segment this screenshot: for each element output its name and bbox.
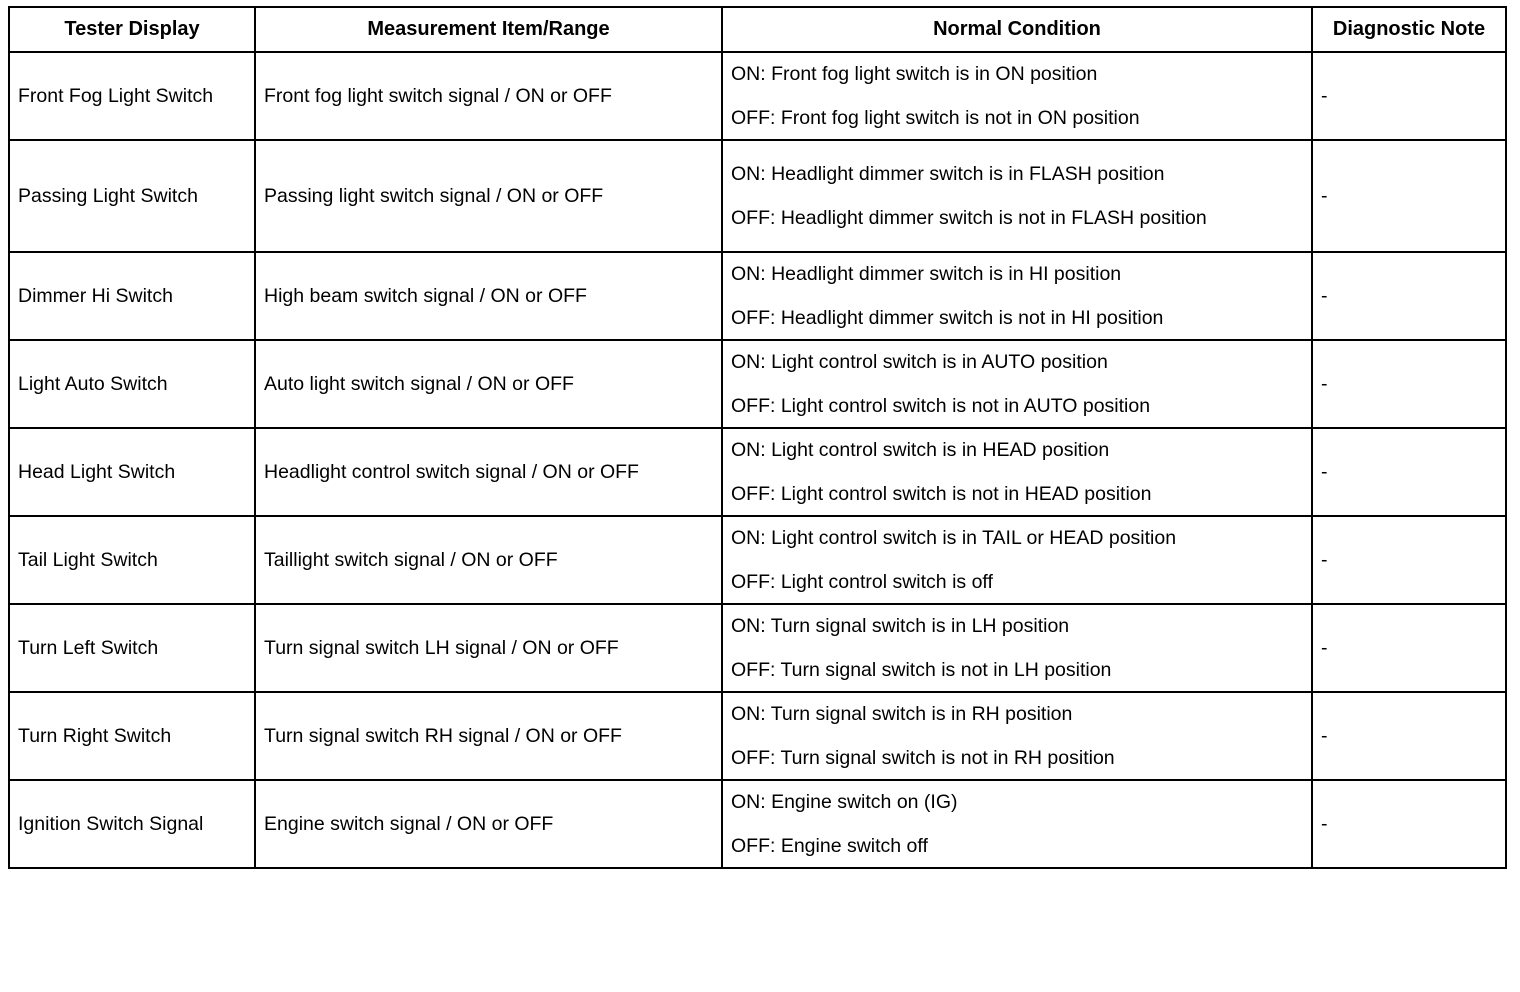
condition-on: ON: Turn signal switch is in LH position [731,614,1070,637]
condition-on: ON: Light control switch is in TAIL or HEAD position [731,526,1177,549]
table-row [9,780,1506,868]
cell-normal-condition [722,604,1312,692]
cell-tester-display: Head Light Switch [9,428,255,516]
table-row [9,252,1506,340]
cell-diagnostic-note: - [1312,252,1506,340]
cell-normal-condition [722,692,1312,780]
condition-off: OFF: Light control switch is not in HEAD position [731,483,1152,505]
cell-normal-condition [722,340,1312,428]
table-row [9,340,1506,428]
cell-measurement-item: High beam switch signal / ON or OFF [255,252,722,340]
cell-tester-display: Front Fog Light Switch [9,52,255,140]
condition-off: OFF: Headlight dimmer switch is not in FLASH position [731,207,1207,229]
cell-normal-condition [722,428,1312,516]
tester-display-table [8,6,1507,869]
column-header-measurement-item-range: Measurement Item/Range [255,7,722,52]
table-header [9,7,1506,52]
cell-measurement-item: Auto light switch signal / ON or OFF [255,340,722,428]
cell-measurement-item: Engine switch signal / ON or OFF [255,780,722,868]
cell-tester-display: Turn Right Switch [9,692,255,780]
cell-normal-condition [722,780,1312,868]
cell-diagnostic-note: - [1312,692,1506,780]
condition-off: OFF: Light control switch is off [731,571,993,593]
cell-tester-display: Light Auto Switch [9,340,255,428]
table-row [9,428,1506,516]
condition-on: ON: Engine switch on (IG) [731,790,958,813]
cell-measurement-item: Front fog light switch signal / ON or OFF [255,52,722,140]
condition-on: ON: Light control switch is in AUTO position [731,350,1108,373]
cell-measurement-item: Headlight control switch signal / ON or OFF [255,428,722,516]
condition-on: ON: Front fog light switch is in ON position [731,62,1098,85]
cell-measurement-item: Taillight switch signal / ON or OFF [255,516,722,604]
cell-tester-display: Turn Left Switch [9,604,255,692]
table-row [9,604,1506,692]
cell-tester-display: Dimmer Hi Switch [9,252,255,340]
table-body [9,52,1506,868]
cell-normal-condition [722,252,1312,340]
table-row [9,52,1506,140]
cell-tester-display: Tail Light Switch [9,516,255,604]
cell-diagnostic-note: - [1312,780,1506,868]
cell-diagnostic-note: - [1312,340,1506,428]
table-row [9,516,1506,604]
cell-normal-condition [722,52,1312,140]
condition-on: ON: Headlight dimmer switch is in HI position [731,262,1122,285]
cell-diagnostic-note: - [1312,516,1506,604]
cell-diagnostic-note: - [1312,52,1506,140]
condition-off: OFF: Light control switch is not in AUTO position [731,395,1151,417]
column-header-tester-display: Tester Display [9,7,255,52]
column-header-normal-condition: Normal Condition [722,7,1312,52]
table-row [9,140,1506,252]
cell-tester-display: Ignition Switch Signal [9,780,255,868]
condition-off: OFF: Turn signal switch is not in RH position [731,747,1115,769]
cell-normal-condition [722,516,1312,604]
condition-off: OFF: Headlight dimmer switch is not in HI position [731,307,1164,329]
condition-off: OFF: Turn signal switch is not in LH position [731,659,1112,681]
cell-tester-display: Passing Light Switch [9,140,255,252]
column-header-diagnostic-note: Diagnostic Note [1312,7,1506,52]
condition-off: OFF: Engine switch off [731,835,928,857]
condition-on: ON: Headlight dimmer switch is in FLASH position [731,162,1165,185]
table-row [9,692,1506,780]
condition-on: ON: Turn signal switch is in RH position [731,702,1073,725]
cell-measurement-item: Turn signal switch RH signal / ON or OFF [255,692,722,780]
cell-normal-condition [722,140,1312,252]
condition-on: ON: Light control switch is in HEAD position [731,438,1110,461]
cell-measurement-item: Turn signal switch LH signal / ON or OFF [255,604,722,692]
table-header-row [9,7,1506,52]
cell-diagnostic-note: - [1312,140,1506,252]
cell-diagnostic-note: - [1312,604,1506,692]
cell-measurement-item: Passing light switch signal / ON or OFF [255,140,722,252]
cell-diagnostic-note: - [1312,428,1506,516]
condition-off: OFF: Front fog light switch is not in ON position [731,107,1140,129]
